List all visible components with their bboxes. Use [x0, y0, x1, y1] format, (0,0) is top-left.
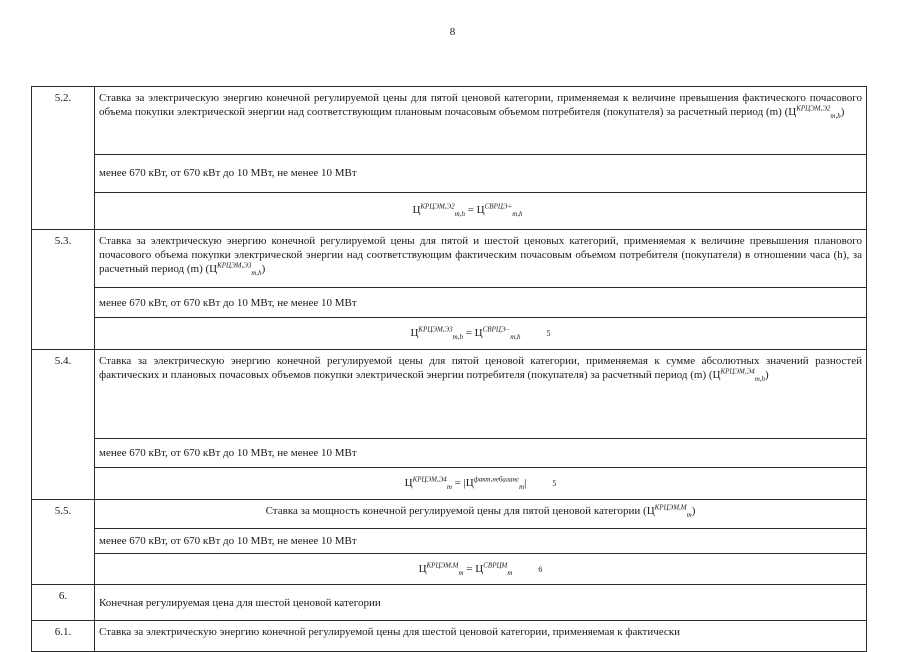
table-row [32, 468, 867, 500]
row-number: 5.3. [32, 230, 95, 350]
row-description: Ставка за мощность конечной регулируемой цены для пятой ценовой категории $(Ц^{КРЦЭМ,М}_m)$ [95, 500, 867, 529]
formula: $Ц^{КРЦЭМ,Э2}_{m,h} = Ц^{СВРЦЭ+}_{m,h}$ [95, 192, 867, 229]
page-number: 8 [449, 26, 456, 38]
table-row [32, 500, 867, 529]
row-description: Конечная регулируемая цена для шестой ценовой категории [95, 585, 867, 621]
table-row [32, 350, 867, 439]
table-row [32, 288, 867, 318]
table-row [32, 318, 867, 350]
capacity-range: менее 670 кВт, от 670 кВт до 10 МВт, не менее 10 МВт [95, 154, 867, 192]
table-row [32, 87, 867, 155]
formula: $Ц^{КРЦЭМ,М}_m = Ц^{СВРЦМ}_m$ 6 [95, 554, 867, 585]
tariff-table [31, 86, 867, 652]
table-row [32, 554, 867, 585]
table-row [32, 230, 867, 288]
row-description: Ставка за электрическую энергию конечной регулируемой цены для пятой и шестой ценовых категорий, применяемая к величине превышения планового почасового объема покупки электрической энергии над соответствующим фактическим почасовым объемом потребителя (покупателя) в отношении часа (h), за расчетный период (m) $(Ц^{КРЦЭМ,Э3}_{m,h})$ [95, 230, 867, 288]
table-row [32, 529, 867, 554]
row-number: 6. [32, 585, 95, 621]
row-number: 5.5. [32, 500, 95, 585]
formula: $Ц^{КРЦЭМ,Э3}_{m,h} = Ц^{СВРЦЭ-}_{m,h}$ 5 [95, 318, 867, 350]
table-row [32, 154, 867, 192]
table-row [32, 438, 867, 468]
table-row [32, 192, 867, 229]
table-row [32, 621, 867, 652]
row-description: Ставка за электрическую энергию конечной регулируемой цены для пятой ценовой категории, применяемая к сумме абсолютных значений разностей фактических и плановых почасовых объемов покупки электрической энергии потребителя (покупателя) за расчетный период (m) $(Ц^{КРЦЭМ,Э4}_{m,h})$ [95, 350, 867, 439]
row-number: 6.1. [32, 621, 95, 652]
row-description: Ставка за электрическую энергию конечной регулируемой цены для пятой ценовой категории, применяемая к величине превышения фактического почасового объема покупки электрической энергии над соответствующим плановым почасовым объемом потребителя (покупателя) за расчетный период (m) $(Ц^{КРЦЭМ,Э2}_{m,h})$ [95, 87, 867, 155]
row-number: 5.2. [32, 87, 95, 230]
capacity-range: менее 670 кВт, от 670 кВт до 10 МВт, не менее 10 МВт [95, 438, 867, 468]
formula: $Ц^{КРЦЭМ,Э4}_m = |Ц^{факт,небаланс}_m|$ 5 [95, 468, 867, 500]
capacity-range: менее 670 кВт, от 670 кВт до 10 МВт, не менее 10 МВт [95, 529, 867, 554]
capacity-range: менее 670 кВт, от 670 кВт до 10 МВт, не менее 10 МВт [95, 288, 867, 318]
table-row [32, 585, 867, 621]
row-number: 5.4. [32, 350, 95, 500]
row-description: Ставка за электрическую энергию конечной регулируемой цены для шестой ценовой категории, применяемая к фактически [95, 621, 867, 652]
